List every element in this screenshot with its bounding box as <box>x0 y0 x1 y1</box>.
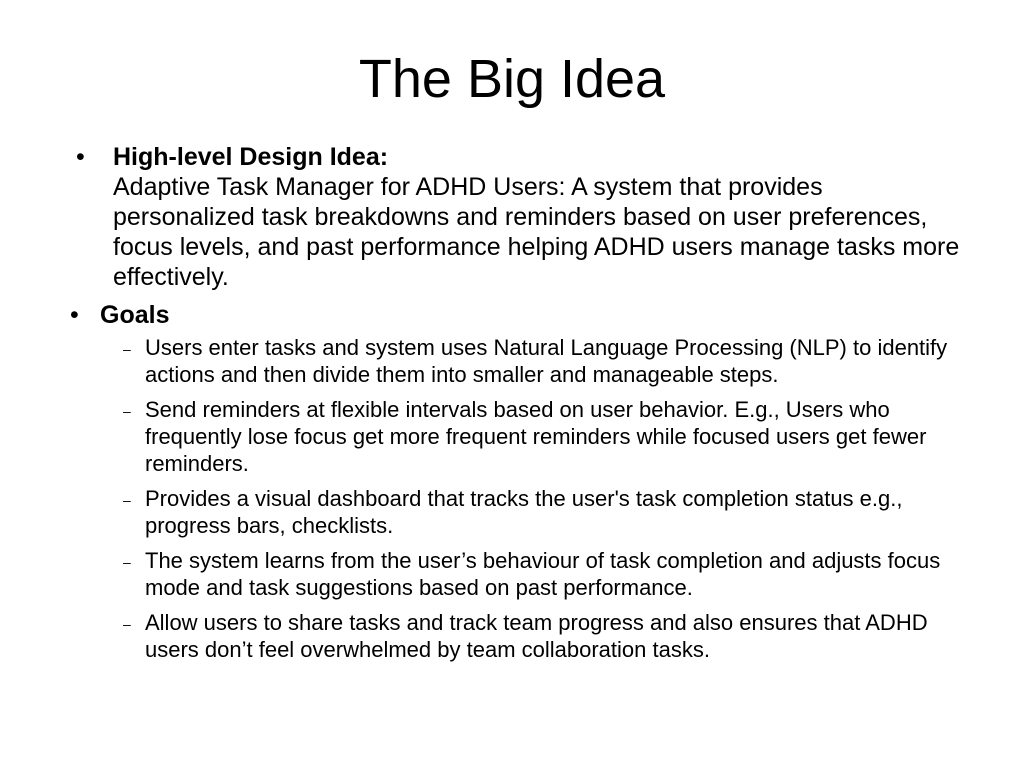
goal-item <box>60 396 970 477</box>
design-idea-bullet <box>60 142 970 292</box>
dash-icon: – <box>123 554 131 570</box>
goal-item-text: Send reminders at flexible intervals based on user behavior. E.g., Users who frequently lose focus get more frequent reminders while focused users get fewer reminders. <box>145 397 927 476</box>
bullet-icon: • <box>76 143 85 171</box>
goal-item-text: The system learns from the user’s behaviour of task completion and adjusts focus mode and task suggestions based on past performance. <box>145 548 941 600</box>
goals-list <box>60 334 970 663</box>
goal-item-text: Provides a visual dashboard that tracks the user's task completion status e.g., progress bars, checklists. <box>145 486 903 538</box>
goal-item-text: Allow users to share tasks and track team progress and also ensures that ADHD users don’t feel overwhelmed by team collaboration tasks. <box>145 610 928 662</box>
goals-bullet <box>60 300 970 330</box>
slide-title: The Big Idea <box>358 49 666 109</box>
dash-icon: – <box>123 403 131 419</box>
dash-icon: – <box>123 341 131 357</box>
slide-content <box>60 142 970 671</box>
goal-item <box>60 485 970 539</box>
goal-item <box>60 609 970 663</box>
dash-icon: – <box>123 616 131 632</box>
design-idea-text: Adaptive Task Manager for ADHD Users: A system that provides personalized task breakdowns and reminders based on user preferences, focus levels, and past performance helping ADHD users manage tasks more effectively. <box>113 173 960 291</box>
goal-item-text: Users enter tasks and system uses Natural Language Processing (NLP) to identify actions and then divide them into smaller and manageable steps. <box>145 335 948 387</box>
dash-icon: – <box>123 492 131 508</box>
bullet-icon: • <box>70 301 79 329</box>
design-idea-heading: High-level Design Idea: <box>113 143 389 171</box>
goal-item <box>60 547 970 601</box>
goal-item <box>60 334 970 388</box>
goals-heading: Goals <box>100 301 170 329</box>
